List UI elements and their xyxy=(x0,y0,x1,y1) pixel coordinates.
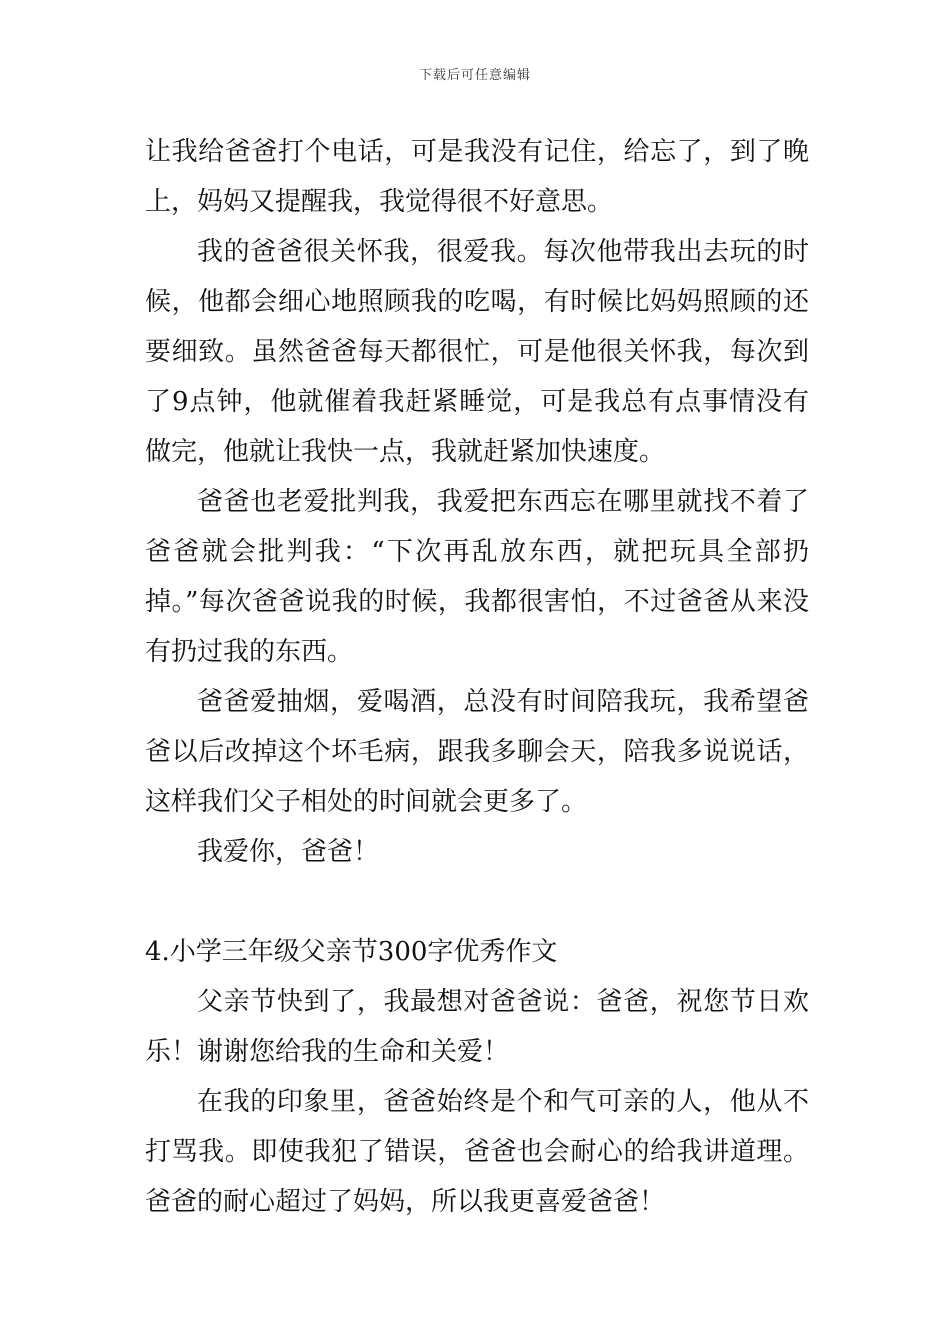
paragraph-4: 爸爸爱抽烟，爱喝酒，总没有时间陪我玩，我希望爸爸以后改掉这个坏毛病，跟我多聊会天，陪我多说说话，这样我们父子相处的时间就会更多了。 xyxy=(145,687,809,817)
paragraph-3: 爸爸也老爱批判我，我爱把东西忘在哪里就找不着了爸爸就会批判我：“下次再乱放东西，就把玩具全部扔掉。”每次爸爸说我的时候，我都很害怕，不过爸爸从来没有扔过我的东西。 xyxy=(145,487,809,667)
section-spacer xyxy=(145,877,809,927)
paragraph-5: 我爱你，爸爸！ xyxy=(197,837,380,867)
header-note: 下载后可任意编辑 xyxy=(418,68,531,83)
document-body xyxy=(145,127,809,1227)
paragraph-7: 在我的印象里，爸爸始终是个和气可亲的人，他从不打骂我。即使我犯了错误，爸爸也会耐心的给我讲道理。爸爸的耐心超过了妈妈，所以我更喜爱爸爸！ xyxy=(145,1087,809,1217)
paragraph-6: 父亲节快到了，我最想对爸爸说：爸爸，祝您节日欢乐！谢谢您给我的生命和关爱！ xyxy=(145,987,809,1067)
section-title: 4.小学三年级父亲节300字优秀作文 xyxy=(145,937,558,967)
paragraph-2: 我的爸爸很关怀我，很爱我。每次他带我出去玩的时候，他都会细心地照顾我的吃喝，有时候比妈妈照顾的还要细致。虽然爸爸每天都很忙，可是他很关怀我，每次到了9点钟，他就催着我赶紧睡觉，可是我总有点事情没有做完，他就让我快一点，我就赶紧加快速度。 xyxy=(145,237,809,467)
paragraph-1: 让我给爸爸打个电话，可是我没有记住，给忘了，到了晚上，妈妈又提醒我，我觉得很不好意思。 xyxy=(145,137,809,217)
